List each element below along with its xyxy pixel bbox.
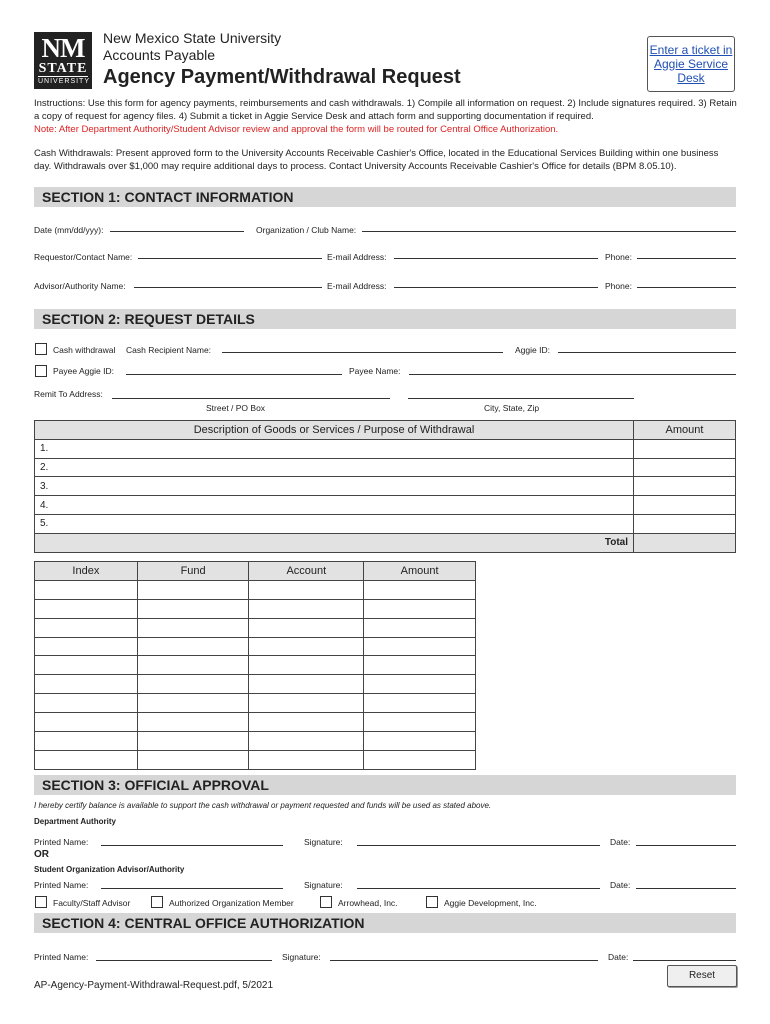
account-cell-index[interactable] (35, 694, 138, 713)
account-header: Account (249, 562, 364, 581)
account-cell-account[interactable] (249, 637, 364, 656)
arrowhead-checkbox[interactable] (320, 896, 332, 908)
requestor-email-label: E-mail Address: (327, 252, 387, 262)
section-1-header: SECTION 1: CONTACT INFORMATION (34, 187, 736, 207)
account-cell-index[interactable] (35, 637, 138, 656)
account-cell-account[interactable] (249, 732, 364, 751)
payee-name-label: Payee Name: (349, 366, 401, 376)
advisor-name-label: Advisor/Authority Name: (34, 281, 126, 291)
total-row (35, 533, 736, 552)
table-row (35, 637, 476, 656)
account-cell-fund[interactable] (137, 675, 249, 694)
logo-text-nm: NM (41, 33, 85, 63)
account-cell-fund[interactable] (137, 656, 249, 675)
account-cell-account[interactable] (249, 675, 364, 694)
requestor-email-field[interactable] (394, 258, 598, 259)
payee-aggie-id-label: Payee Aggie ID: (53, 366, 114, 376)
account-cell-amount[interactable] (364, 750, 476, 769)
or-label: OR (34, 849, 49, 860)
table-row (35, 656, 476, 675)
logo-text-state: STATE (38, 61, 88, 76)
advisor-phone-label: Phone: (605, 281, 632, 291)
description-table (34, 420, 736, 553)
account-cell-amount[interactable] (364, 656, 476, 675)
routing-note: Note: After Department Authority/Student Advisor review and approval the form will be routed for Central Office Authorization. (34, 124, 559, 135)
central-signature-label: Signature: (282, 952, 321, 962)
line-item-3[interactable]: 3. (35, 477, 634, 496)
org-name-label: Organization / Club Name: (256, 225, 357, 235)
account-cell-amount[interactable] (364, 675, 476, 694)
central-date-label: Date: (608, 952, 629, 962)
org-member-checkbox[interactable] (151, 896, 163, 908)
account-cell-fund[interactable] (137, 637, 249, 656)
section-4-header: SECTION 4: CENTRAL OFFICE AUTHORIZATION (34, 913, 736, 933)
aggie-service-desk-link[interactable]: Enter a ticket in Aggie Service Desk (647, 36, 735, 92)
line-amount-5[interactable] (634, 514, 736, 533)
footer-filename: AP-Agency-Payment-Withdrawal-Request.pdf, 5/2021 (34, 980, 274, 991)
central-signature-field[interactable] (330, 960, 598, 961)
section-2-header: SECTION 2: REQUEST DETAILS (34, 309, 736, 329)
line-item-5[interactable]: 5. (35, 514, 634, 533)
line-amount-4[interactable] (634, 496, 736, 515)
account-cell-amount[interactable] (364, 618, 476, 637)
advisor-name-field[interactable] (134, 287, 322, 288)
student-printed-name-label: Printed Name: (34, 880, 89, 890)
description-header: Description of Goods or Services / Purpose of Withdrawal (35, 421, 634, 440)
payee-aggie-id-field[interactable] (126, 374, 342, 375)
account-cell-account[interactable] (249, 580, 364, 599)
org-name-field[interactable] (362, 231, 736, 232)
line-item-1[interactable]: 1. (35, 439, 634, 458)
student-date-field[interactable] (636, 888, 736, 889)
account-cell-fund[interactable] (137, 580, 249, 599)
dept-printed-name-label: Printed Name: (34, 837, 89, 847)
central-date-field[interactable] (633, 960, 736, 961)
account-cell-account[interactable] (249, 656, 364, 675)
student-signature-field[interactable] (357, 888, 600, 889)
advisor-phone-field[interactable] (637, 287, 736, 288)
index-header: Index (35, 562, 138, 581)
table-row (35, 580, 476, 599)
payee-checkbox[interactable] (35, 365, 47, 377)
table-row (35, 732, 476, 751)
account-amount-header: Amount (364, 562, 476, 581)
arrowhead-label: Arrowhead, Inc. (338, 898, 398, 908)
account-cell-account[interactable] (249, 750, 364, 769)
cash-recipient-label: Cash Recipient Name: (126, 345, 212, 355)
requestor-name-label: Requestor/Contact Name: (34, 252, 133, 262)
table-row (35, 496, 736, 515)
remit-city-field[interactable] (408, 398, 634, 399)
account-cell-account[interactable] (249, 694, 364, 713)
account-cell-amount[interactable] (364, 580, 476, 599)
cash-withdrawal-label: Cash withdrawal (53, 345, 116, 355)
dept-authority-label: Department Authority (34, 817, 116, 826)
account-cell-index[interactable] (35, 713, 138, 732)
faculty-advisor-label: Faculty/Staff Advisor (53, 898, 131, 908)
section-3-header: SECTION 3: OFFICIAL APPROVAL (34, 775, 736, 795)
aggie-development-label: Aggie Development, Inc. (444, 898, 537, 908)
dept-printed-name-field[interactable] (101, 845, 283, 846)
account-cell-amount[interactable] (364, 732, 476, 751)
account-cell-amount[interactable] (364, 637, 476, 656)
account-cell-index[interactable] (35, 656, 138, 675)
date-field[interactable] (110, 231, 244, 232)
account-cell-index[interactable] (35, 732, 138, 751)
aggie-id-label: Aggie ID: (515, 345, 550, 355)
table-row (35, 458, 736, 477)
account-cell-fund[interactable] (137, 599, 249, 618)
requestor-phone-label: Phone: (605, 252, 632, 262)
account-cell-account[interactable] (249, 618, 364, 637)
line-amount-2[interactable] (634, 458, 736, 477)
total-label: Total (35, 533, 634, 552)
table-row (35, 477, 736, 496)
dept-signature-field[interactable] (357, 845, 600, 846)
account-cell-account[interactable] (249, 713, 364, 732)
account-cell-index[interactable] (35, 750, 138, 769)
date-label: Date (mm/dd/yyy): (34, 225, 104, 235)
account-cell-index[interactable] (35, 599, 138, 618)
student-date-label: Date: (610, 880, 631, 890)
aggie-development-checkbox[interactable] (426, 896, 438, 908)
description-table-header (35, 421, 736, 440)
account-cell-index[interactable] (35, 618, 138, 637)
table-row (35, 618, 476, 637)
table-row (35, 675, 476, 694)
city-state-zip-caption: City, State, Zip (484, 403, 540, 413)
account-cell-fund[interactable] (137, 694, 249, 713)
student-printed-name-field[interactable] (101, 888, 283, 889)
student-org-label: Student Organization Advisor/Authority (34, 865, 185, 874)
fund-header: Fund (137, 562, 249, 581)
account-table (34, 561, 476, 770)
form-title: Agency Payment/Withdrawal Request (103, 66, 461, 88)
reset-button[interactable]: Reset (667, 965, 737, 987)
requestor-name-field[interactable] (138, 258, 322, 259)
amount-header: Amount (634, 421, 736, 440)
logo-text-university: UNIVERSITY (38, 78, 91, 85)
total-amount[interactable] (634, 533, 736, 552)
account-cell-amount[interactable] (364, 694, 476, 713)
cash-withdrawals-text: Cash Withdrawals: Present approved form to the University Accounts Receivable Cashier's Office, located in the Educational Services Building within one business day. Withdrawals over $1,000 may require additional days to process. Contact University Accounts Receivable Cashier's Office for details (BPM 8.05.10). (34, 148, 719, 172)
remit-to-label: Remit To Address: (34, 389, 103, 399)
dept-signature-label: Signature: (304, 837, 343, 847)
dept-date-label: Date: (610, 837, 631, 847)
org-member-label: Authorized Organization Member (169, 898, 294, 908)
faculty-advisor-checkbox[interactable] (35, 896, 47, 908)
department-name: Accounts Payable (103, 47, 216, 63)
payee-name-field[interactable] (409, 374, 736, 375)
line-item-4[interactable]: 4. (35, 496, 634, 515)
dept-date-field[interactable] (636, 845, 736, 846)
cash-recipient-field[interactable] (222, 352, 503, 353)
cash-withdrawal-checkbox[interactable] (35, 343, 47, 355)
table-row (35, 750, 476, 769)
table-row (35, 694, 476, 713)
table-row (35, 514, 736, 533)
central-printed-name-label: Printed Name: (34, 952, 89, 962)
nmsu-logo (34, 32, 92, 89)
table-row (35, 713, 476, 732)
advisor-email-label: E-mail Address: (327, 281, 387, 291)
account-cell-fund[interactable] (137, 713, 249, 732)
account-cell-index[interactable] (35, 580, 138, 599)
account-table-header (35, 562, 476, 581)
account-cell-amount[interactable] (364, 713, 476, 732)
table-row (35, 599, 476, 618)
university-name: New Mexico State University (103, 30, 282, 46)
line-amount-3[interactable] (634, 477, 736, 496)
account-cell-index[interactable] (35, 675, 138, 694)
line-item-2[interactable]: 2. (35, 458, 634, 477)
account-cell-fund[interactable] (137, 750, 249, 769)
table-row (35, 439, 736, 458)
account-cell-fund[interactable] (137, 618, 249, 637)
aggie-id-field[interactable] (558, 352, 736, 353)
remit-street-field[interactable] (112, 398, 390, 399)
central-printed-name-field[interactable] (96, 960, 272, 961)
instructions-text: Instructions: Use this form for agency payments, reimbursements and cash withdrawals. 1) Compile all information on request. 2) Include signatures required. 3) Retain a copy of request for agency files. 4) Submit a ticket in Aggie Service Desk and attach form and supporting documentation if required. (34, 98, 737, 122)
account-cell-amount[interactable] (364, 599, 476, 618)
account-cell-fund[interactable] (137, 732, 249, 751)
account-cell-account[interactable] (249, 599, 364, 618)
requestor-phone-field[interactable] (637, 258, 736, 259)
student-signature-label: Signature: (304, 880, 343, 890)
line-amount-1[interactable] (634, 439, 736, 458)
advisor-email-field[interactable] (394, 287, 598, 288)
certify-text: I hereby certify balance is available to support the cash withdrawal or payment requested and funds will be used as stated above. (34, 801, 492, 810)
street-caption: Street / PO Box (206, 403, 266, 413)
